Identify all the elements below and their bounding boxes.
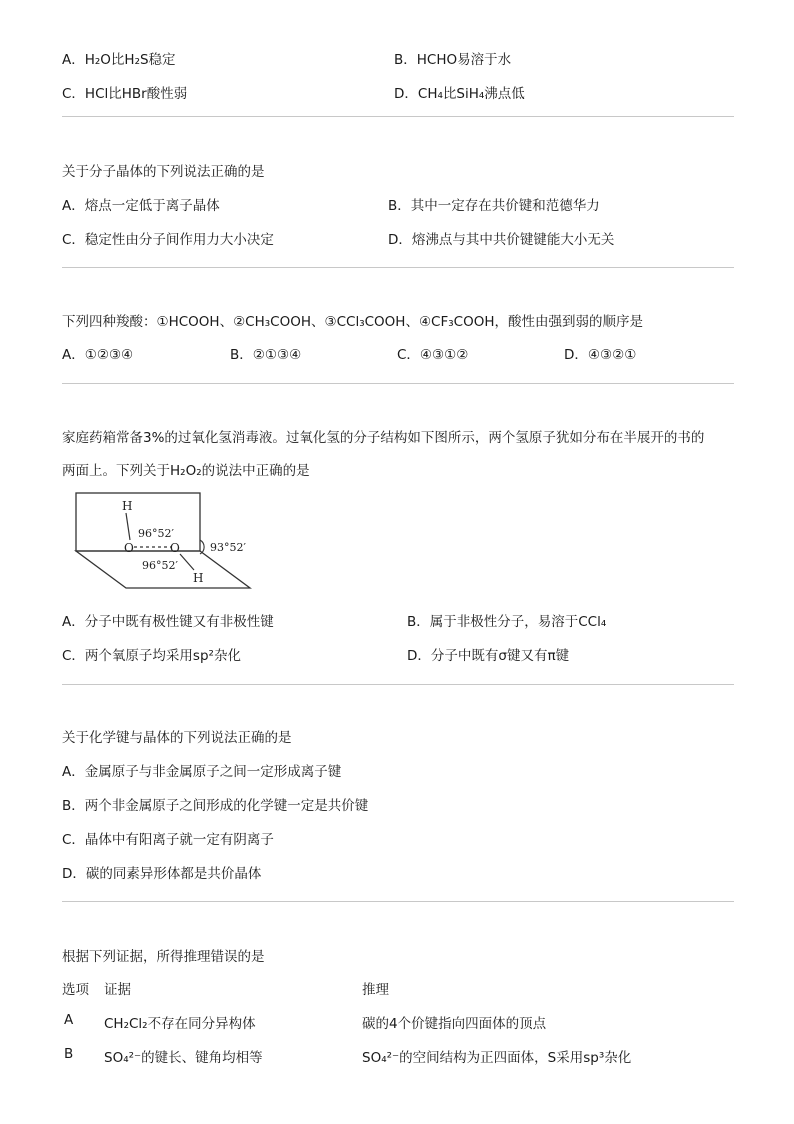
q3-option-a: A．①②③④	[62, 347, 134, 363]
table-header-inference: 推理	[362, 982, 389, 998]
q2-stem: 关于分子晶体的下列说法正确的是	[62, 164, 265, 180]
table-row-a-evidence: CH₂Cl₂不存在同分异构体	[104, 1016, 256, 1032]
q2-option-c: C．稳定性由分子间作用力大小决定	[62, 232, 274, 248]
table-row-b-evidence: SO₄²⁻的键长、键角均相等	[104, 1050, 263, 1066]
q3-stem: 下列四种羧酸：①HCOOH、②CH₃COOH、③CCl₃COOH、④CF₃COOH，酸性由强到弱的顺序是	[62, 314, 643, 330]
table-header-option: 选项	[62, 982, 89, 998]
table-row-a-inference: 碳的4个价键指向四面体的顶点	[362, 1016, 547, 1032]
q3-option-b: B．②①③④	[230, 347, 302, 363]
q5-option-a: A．金属原子与非金属原子之间一定形成离子键	[62, 764, 342, 780]
angle-bottom-label: 96°52′	[142, 559, 178, 572]
divider	[62, 116, 734, 117]
q3-option-d: D．④③②①	[564, 347, 637, 363]
o-right-label: O	[170, 541, 180, 555]
q4-option-b: B．属于非极性分子，易溶于CCl₄	[407, 614, 607, 630]
q4-option-c: C．两个氧原子均采用sp²杂化	[62, 648, 241, 664]
h-bottom-label: H	[193, 571, 204, 585]
q5-option-b: B．两个非金属原子之间形成的化学键一定是共价键	[62, 798, 369, 814]
divider	[62, 383, 734, 384]
table-row-b-inference: SO₄²⁻的空间结构为正四面体，S采用sp³杂化	[362, 1050, 632, 1066]
o-left-label: O	[124, 541, 134, 555]
q4-stem-line2: 两面上。下列关于H₂O₂的说法中正确的是	[62, 463, 310, 479]
q1-option-a: A．H₂O比H₂S稳定	[62, 52, 176, 68]
q2-option-d: D．熔沸点与其中共价键键能大小无关	[388, 232, 615, 248]
q3-option-c: C．④③①②	[397, 347, 469, 363]
q4-stem-line1: 家庭药箱常备3%的过氧化氢消毒液。过氧化氢的分子结构如下图所示，两个氢原子犹如分布在半展开的书的	[62, 430, 705, 446]
q2-option-b: B．其中一定存在共价键和范德华力	[388, 198, 600, 214]
q6-stem: 根据下列证据，所得推理错误的是	[62, 949, 265, 965]
q2-option-a: A．熔点一定低于离子晶体	[62, 198, 220, 214]
divider	[62, 901, 734, 902]
q5-option-c: C．晶体中有阳离子就一定有阴离子	[62, 832, 274, 848]
table-row-b-option: B	[64, 1046, 74, 1062]
divider	[62, 267, 734, 268]
divider	[62, 684, 734, 685]
q4-option-a: A．分子中既有极性键又有非极性键	[62, 614, 274, 630]
angle-top-label: 96°52′	[138, 527, 174, 540]
table-row-a-option: A	[64, 1012, 74, 1028]
h2o2-structure-figure	[70, 488, 270, 594]
q5-stem: 关于化学键与晶体的下列说法正确的是	[62, 730, 292, 746]
q1-option-d: D．CH₄比SiH₄沸点低	[394, 86, 525, 102]
q1-option-b: B．HCHO易溶于水	[394, 52, 512, 68]
dihedral-angle-label: 93°52′	[210, 541, 246, 554]
q1-option-c: C．HCl比HBr酸性弱	[62, 86, 188, 102]
q5-option-d: D．碳的同素异形体都是共价晶体	[62, 866, 262, 882]
h-top-label: H	[122, 499, 133, 513]
table-header-evidence: 证据	[104, 982, 131, 998]
q4-option-d: D．分子中既有σ键又有π键	[407, 648, 570, 664]
